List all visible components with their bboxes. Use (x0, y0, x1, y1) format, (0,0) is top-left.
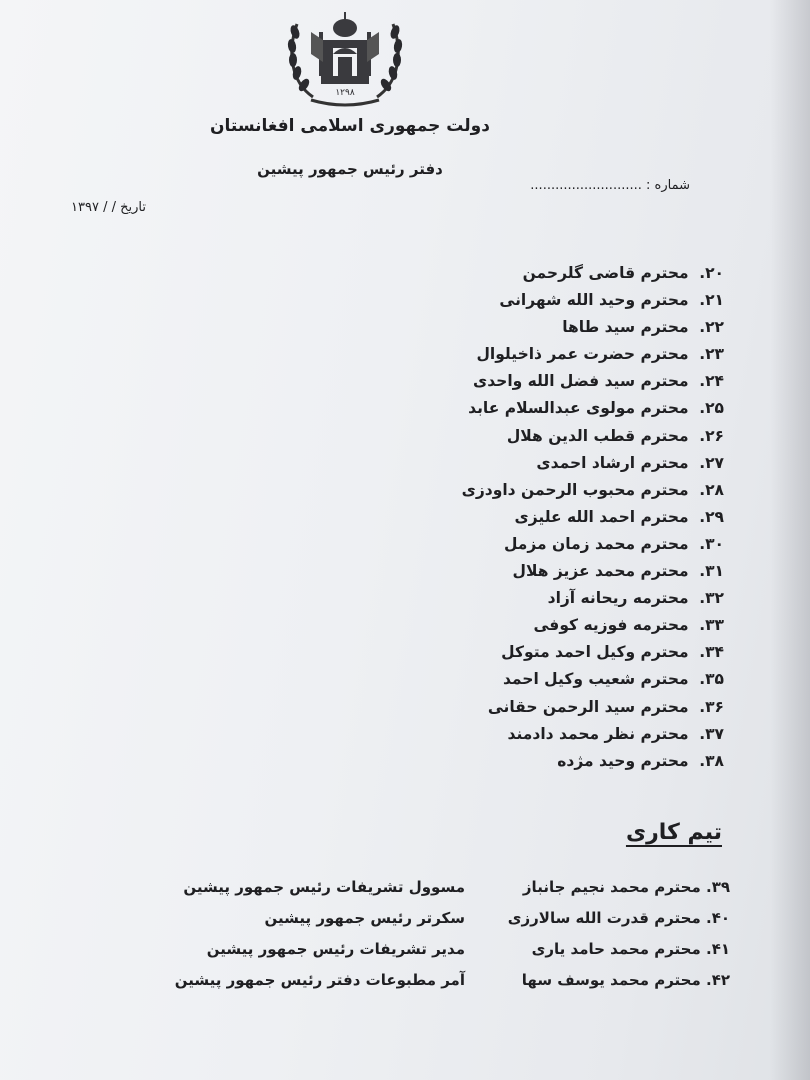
item-name: محترم وحید الله شهرانی (499, 291, 689, 310)
document-date (36, 200, 146, 215)
number-value: ........................... (530, 178, 642, 193)
team-member-role: مدیر تشریفات رئیس جمهور پیشین (206, 940, 465, 958)
team-row (180, 909, 730, 940)
team-row (180, 878, 730, 909)
list-item (404, 314, 724, 341)
list-item (404, 531, 724, 558)
team-member-name (532, 940, 730, 958)
afghanistan-emblem-icon (283, 2, 407, 110)
guest-list (404, 260, 724, 775)
item-number: ۴۱. (705, 940, 730, 958)
item-name: محترم حضرت عمر ذاخیلوال (476, 345, 689, 364)
list-item (404, 585, 724, 612)
item-number: ۲۸. (699, 480, 724, 499)
list-item (404, 260, 724, 287)
item-number: ۳۶. (699, 697, 724, 716)
item-name: محترم سید طاها (562, 318, 689, 337)
list-item (404, 477, 724, 504)
date-label: تاریخ (120, 200, 146, 215)
team-member-role: مسوول تشریفات رئیس جمهور پیشین (183, 878, 465, 896)
item-name: محترم احمد الله علیزی (514, 507, 689, 526)
item-number: ۲۹. (699, 507, 724, 526)
item-number: ۲۱. (699, 291, 724, 310)
team-row (180, 940, 730, 971)
member-name: محترم محمد حامد یاری (531, 940, 701, 958)
item-number: ۳۲. (699, 589, 724, 608)
date-value: / / ۱۳۹۷ (71, 200, 116, 215)
team-heading: تیم کاری (625, 820, 722, 845)
item-name: محترم وحید مژده (557, 751, 689, 770)
item-number: ۴۲. (705, 971, 730, 989)
list-item (404, 612, 724, 639)
team-member-role: آمر مطبوعات دفتر رئیس جمهور پیشین (174, 971, 465, 989)
list-item (404, 368, 724, 395)
item-name: محترم شعیب وکیل احمد (502, 670, 689, 689)
item-number: ۳۵. (699, 670, 724, 689)
government-title: دولت جمهوری اسلامی افغانستان (210, 116, 490, 136)
item-number: ۲۶. (699, 426, 724, 445)
list-item (404, 558, 724, 585)
list-item (404, 450, 724, 477)
page-edge-shadow (770, 0, 810, 1080)
item-number: ۲۰. (699, 264, 724, 282)
item-number: ۳۷. (699, 724, 724, 743)
member-name: محترم محمد نجیم جانباز (522, 878, 701, 896)
list-item (404, 504, 724, 531)
list-item (404, 287, 724, 314)
list-item (404, 694, 724, 721)
team-member-name (522, 971, 730, 989)
team-list (174, 878, 730, 1002)
item-number: ۲۵. (699, 399, 724, 418)
item-number: ۳۳. (699, 616, 724, 635)
item-number: ۳۰. (699, 534, 724, 553)
list-item (404, 395, 724, 422)
item-name: محترم سید فضل الله واحدی (472, 372, 689, 391)
item-name: محترم قاضی گلرحمن (522, 264, 689, 282)
member-name: محترم محمد یوسف سها (521, 971, 701, 989)
item-number: ۳۴. (699, 643, 724, 662)
team-member-name (508, 909, 730, 927)
member-name: محترم قدرت الله سالارزی (507, 909, 701, 927)
list-item (404, 341, 724, 368)
item-name: محترم محبوب الرحمن داودزی (461, 480, 689, 499)
emblem-year: ۱۲۹۸ (335, 88, 355, 98)
item-name: محترمه فوزیه کوفی (533, 616, 689, 635)
number-label: شماره : (646, 178, 690, 193)
list-item (404, 748, 724, 775)
reference-number (520, 178, 690, 193)
team-member-name (523, 878, 730, 896)
item-number: ۳۱. (699, 562, 724, 581)
item-number: ۳۹. (705, 878, 730, 896)
team-member-role: سکرتر رئیس جمهور پیشین (264, 909, 465, 927)
item-number: ۳۸. (699, 751, 724, 770)
team-row (174, 971, 730, 1002)
item-name: محترم ارشاد احمدی (536, 453, 689, 472)
item-name: محترم قطب الدین هلال (506, 426, 689, 445)
item-name: محترم سید الرحمن حقانی (487, 697, 689, 716)
item-name: محترم محمد زمان مزمل (503, 534, 689, 553)
list-item (404, 423, 724, 450)
item-name: محترم نظر محمد دادمند (507, 724, 689, 743)
item-number: ۲۷. (699, 453, 724, 472)
item-number: ۴۰. (705, 909, 730, 927)
item-name: محترم محمد عزیز هلال (512, 562, 689, 581)
office-title: دفتر رئیس جمهور پیشین (257, 160, 443, 178)
item-number: ۲۴. (699, 372, 724, 391)
item-name: محترمه ریحانه آزاد (547, 589, 689, 608)
item-name: محترم وکیل احمد متوکل (501, 643, 689, 662)
item-number: ۲۳. (699, 345, 724, 364)
list-item (404, 639, 724, 666)
item-number: ۲۲. (699, 318, 724, 337)
list-item (404, 721, 724, 748)
list-item (404, 666, 724, 693)
item-name: محترم مولوی عبدالسلام عابد (468, 399, 689, 418)
